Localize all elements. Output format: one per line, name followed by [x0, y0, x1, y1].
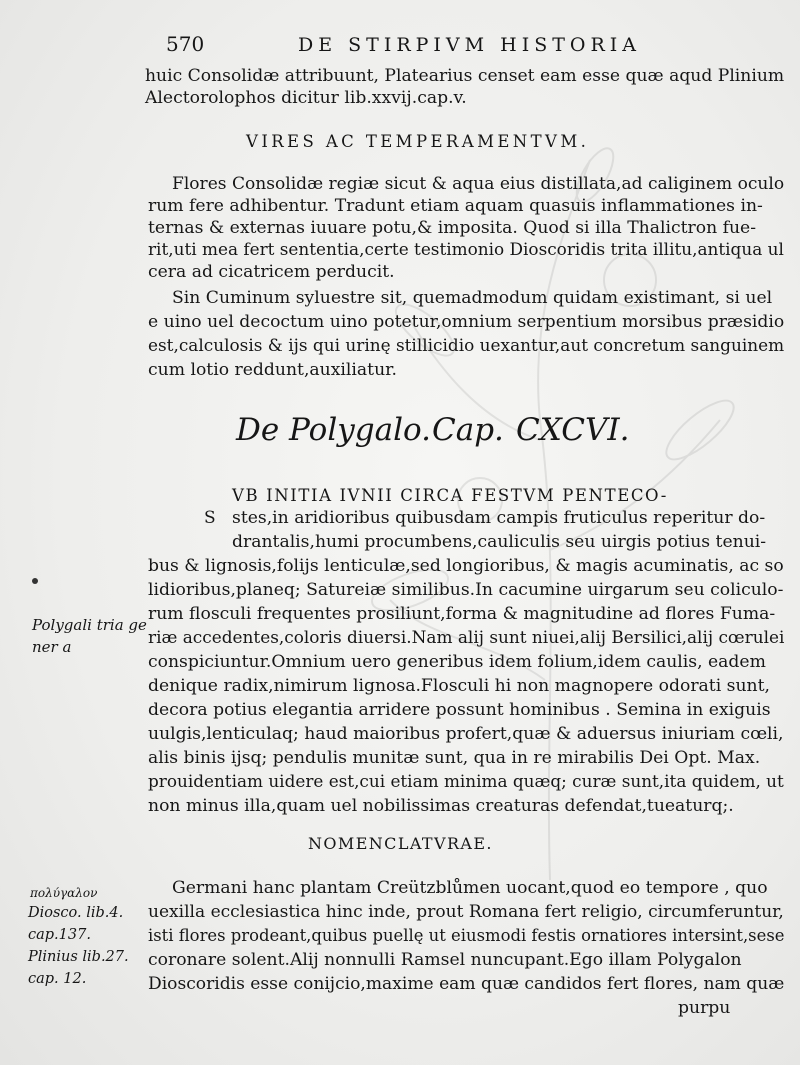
text-line: uulgis,lenticulaq; haud maioribus profert,quæ & aduersus iniuriam cœli,: [148, 724, 784, 744]
text-line: drantalis,humi procumbens,cauliculis seu uirgis potius tenui-: [232, 532, 767, 552]
text-line: e uino uel decoctum uino potetur,omnium serpentium morsibus præsidio: [148, 312, 785, 332]
text-line: alis binis ijsq; pendulis munitæ sunt, qua in re mirabilis Dei Opt. Max.: [148, 748, 761, 768]
text-line: non minus illa,quam uel nobilissimas creaturas defendat,tueaturq;.: [148, 796, 734, 816]
intro-line: Alectorolophos dicitur lib.xxvij.cap.v.: [145, 88, 467, 108]
text-line: Flores Consolidæ regiæ sicut & aqua eius distillata,ad caliginem oculo: [172, 174, 785, 194]
text-line: decora potius elegantia arridere possunt hominibus . Semina in exiguis: [148, 700, 771, 720]
text-line: Sin Cuminum syluestre sit, quemadmodum quidam existimant, si uel: [172, 288, 773, 308]
chapter-number: CXCVI.: [516, 412, 630, 448]
catchword: purpu: [678, 998, 731, 1018]
text-line: prouidentiam uidere est,cui etiam minima quæq; curæ sunt,ita quidem, ut: [148, 772, 784, 792]
margin-note-polygali: Polygali tria ge: [32, 616, 147, 634]
section-heading-vires: VIRES AC TEMPERAMENTVM.: [246, 132, 590, 151]
text-line: Dioscoridis esse conijcio,maxime eam quæ candidos fert flores, nam quæ: [148, 974, 785, 994]
intro-line: huic Consolidæ attribuunt, Platearius censet eam esse quæ aqud Plinium: [145, 66, 785, 86]
chapter-label: Cap.: [432, 412, 504, 448]
text-line: stes,in aridioribus quibusdam campis fruticulus reperitur do-: [232, 508, 766, 528]
text-line: est,calculosis & ijs qui urinę stillicidio uexantur,aut concretum sanguinem: [148, 336, 785, 356]
margin-note-ref: cap.137.: [28, 927, 91, 943]
running-head: DE STIRPIVM HISTORIA: [298, 34, 642, 56]
text-line: rit,uti mea fert sententia,certe testimonio Dioscoridis trita illitu,antiqua ul: [148, 240, 784, 260]
text-line: rum fere adhibentur. Tradunt etiam aquam quasuis inflammationes in-: [148, 196, 763, 216]
margin-bullet: [32, 578, 38, 584]
page-header: [0, 26, 800, 62]
text-line: denique radix,nimirum lignosa.Flosculi hi non magnopere odorati sunt,: [148, 676, 770, 696]
text-line: cera ad cicatricem perducit.: [148, 262, 395, 282]
text-line: isti flores prodeant,quibus puellę ut eiusmodi festis ornatiores intersint,sese: [148, 926, 785, 946]
margin-note-ref: Plinius lib.27.: [28, 949, 129, 965]
text-line: ternas & externas iuuare potu,& imposita. Quod si illa Thalictron fue-: [148, 218, 757, 238]
chapter-title: De Polygalo.: [236, 412, 431, 448]
text-line: rum flosculi frequentes prosiliunt,forma & magnitudine ad flores Fuma-: [148, 604, 776, 624]
text-line: bus & lignosis,folijs lenticulæ,sed longioribus, & magis acuminatis, ac so: [148, 556, 784, 576]
margin-note-ref: cap. 12.: [28, 971, 87, 987]
text-line: conspiciuntur.Omnium uero generibus idem folium,idem caulis, eadem: [148, 652, 766, 672]
text-line: VB INITIA IVNII CIRCA FESTVM PENTECO-: [232, 486, 668, 505]
text-line: coronare solent.Alij nonnulli Ramsel nuncupant.Ego illam Polygalon: [148, 950, 742, 970]
text-line: riæ accedentes,coloris diuersi.Nam alij sunt niuei,alij Bersilici,alij cœrulei: [148, 628, 785, 648]
margin-note-ref: πολύγαλον: [30, 886, 98, 900]
text-line: Germani hanc plantam Creützblůmen uocant,quod eo tempore , quo: [172, 878, 768, 898]
text-line: cum lotio reddunt,auxiliatur.: [148, 360, 397, 380]
page-number: 570: [166, 32, 205, 56]
text-line: lidioribus,planeq; Satureiæ similibus.In cacumine uirgarum seu coliculo-: [148, 580, 784, 600]
section-heading-nomenclaturae: NOMENCLATVRAE.: [308, 834, 493, 853]
text-line: uexilla ecclesiastica hinc inde, prout Romana fert religio, circumferuntur,: [148, 902, 784, 922]
margin-note-ref: Diosco. lib.4.: [28, 905, 124, 921]
drop-cap: S: [204, 508, 216, 528]
margin-note-polygali: ner a: [32, 638, 72, 656]
